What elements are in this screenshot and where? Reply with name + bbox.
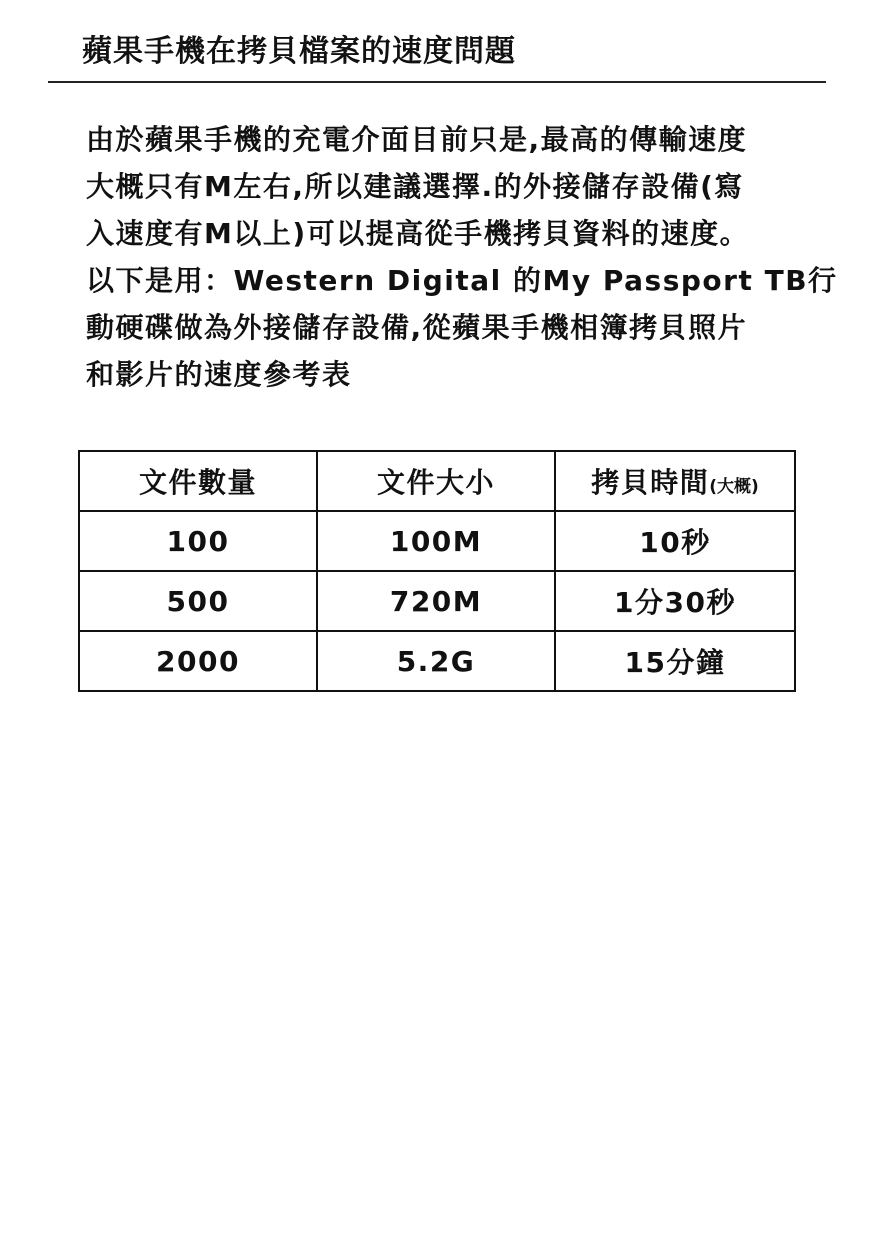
header-file-count: 文件數量 [79, 451, 317, 511]
table-row [79, 631, 795, 691]
cell-file-size: 5.2G [317, 631, 555, 691]
page-title: 蘋果手機在拷貝檔案的速度問題 [82, 34, 516, 69]
table-row [79, 571, 795, 631]
table-row [79, 511, 795, 571]
cell-copy-time: 1分30秒 [555, 571, 795, 631]
cell-copy-time: 15分鐘 [555, 631, 795, 691]
header-copy-time [555, 451, 795, 511]
cell-file-count: 500 [79, 571, 317, 631]
paragraph-line: 入速度有M以上)可以提高從手機拷貝資料的速度。 [86, 217, 750, 250]
cell-file-count: 100 [79, 511, 317, 571]
intro-paragraph [86, 116, 838, 398]
paragraph-line: 以下是用：Western Digital 的My Passport TB行 [86, 264, 838, 297]
header-file-size: 文件大小 [317, 451, 555, 511]
speed-reference-table [78, 450, 796, 692]
header-copy-time-note: (大概) [709, 477, 759, 497]
cell-copy-time: 10秒 [555, 511, 795, 571]
title-divider [48, 81, 826, 83]
paragraph-line: 和影片的速度參考表 [86, 358, 352, 391]
header-copy-time-label: 拷貝時間 [591, 466, 710, 499]
cell-file-size: 720M [317, 571, 555, 631]
paragraph-line: 動硬碟做為外接儲存設備,從蘋果手機相簿拷貝照片 [86, 311, 748, 344]
cell-file-size: 100M [317, 511, 555, 571]
paragraph-line: 大概只有M左右,所以建議選擇.的外接儲存設備(寫 [86, 170, 744, 203]
paragraph-line: 由於蘋果手機的充電介面目前只是,最高的傳輸速度 [86, 123, 748, 156]
table-header-row [79, 451, 795, 511]
cell-file-count: 2000 [79, 631, 317, 691]
